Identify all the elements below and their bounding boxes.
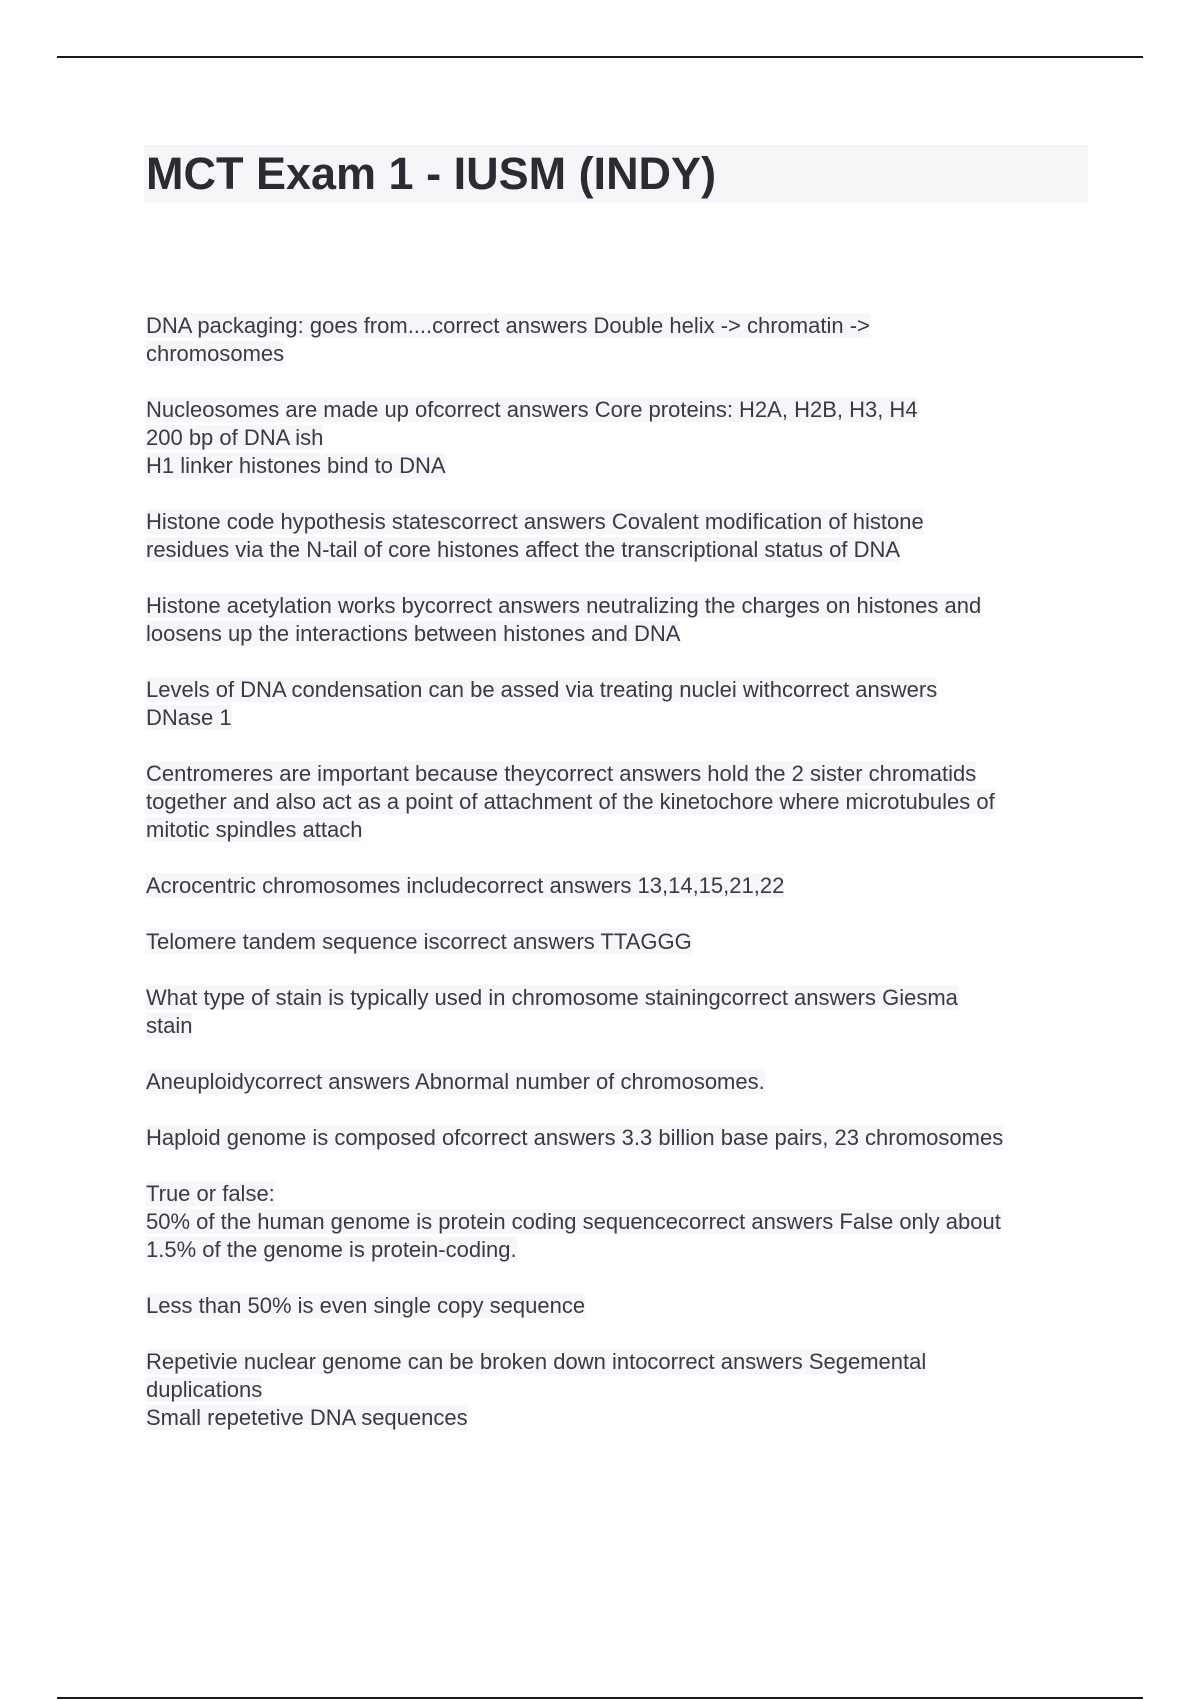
qa-entry-text: 1.5% of the genome is protein-coding. [146,1237,517,1262]
qa-entry-text: mitotic spindles attach [146,817,363,842]
qa-entry-text: Acrocentric chromosomes includecorrect answers 13,14,15,21,22 [146,873,785,898]
qa-entry-line [146,676,1096,704]
qa-entry-line [146,396,1096,424]
qa-entry-line [146,312,1096,340]
qa-entry-text: What type of stain is typically used in chromosome stainingcorrect answers Giesma [146,985,958,1010]
qa-entry-line [146,760,1096,788]
qa-entry-line [146,452,1096,480]
qa-entry-text: Haploid genome is composed ofcorrect answers 3.3 billion base pairs, 23 chromosomes [146,1125,1004,1150]
qa-entry-text: Centromeres are important because theycorrect answers hold the 2 sister chromatids [146,761,977,786]
qa-entry-text: True or false: [146,1181,275,1206]
qa-entry-line [146,508,1096,536]
qa-entry [146,508,1096,564]
qa-entry [146,676,1096,732]
qa-entry [146,984,1096,1040]
qa-entry-line [146,704,1096,732]
qa-entry [146,1292,1096,1320]
qa-entry [146,396,1096,480]
qa-entry-line [146,340,1096,368]
qa-entry-text: Histone code hypothesis statescorrect answers Covalent modification of histone [146,509,924,534]
qa-entry [146,1068,1096,1096]
qa-entry-line [146,1404,1096,1432]
qa-entry [146,760,1096,844]
qa-entry-line [146,816,1096,844]
qa-entry-text: chromosomes [146,341,285,366]
qa-entry-line [146,984,1096,1012]
qa-entry-line [146,1348,1096,1376]
qa-entry-line [146,620,1096,648]
qa-entry-line [146,592,1096,620]
qa-entry-line [146,536,1096,564]
qa-entry [146,1180,1096,1264]
qa-entry-line [146,1124,1096,1152]
qa-entry-text: Nucleosomes are made up ofcorrect answers Core proteins: H2A, H2B, H3, H4 [146,397,918,422]
qa-entry-text: duplications [146,1377,263,1402]
qa-entry [146,872,1096,900]
qa-entry-line [146,1376,1096,1404]
qa-entry-text: DNase 1 [146,705,232,730]
qa-entry-text: 50% of the human genome is protein coding sequencecorrect answers False only about [146,1209,1001,1234]
qa-entry-line [146,1236,1096,1264]
qa-entry-line [146,1208,1096,1236]
qa-entry-text: residues via the N-tail of core histones affect the transcriptional status of DNA [146,537,901,562]
top-rule [57,56,1143,58]
qa-entry-text: DNA packaging: goes from....correct answers Double helix -> chromatin -> [146,313,870,338]
title-block [144,145,1088,203]
document-body [146,312,1096,1460]
qa-entry-line [146,424,1096,452]
qa-entry [146,928,1096,956]
qa-entry-line [146,872,1096,900]
qa-entry-text: 200 bp of DNA ish [146,425,324,450]
qa-entry-text: loosens up the interactions between histones and DNA [146,621,681,646]
qa-entry [146,592,1096,648]
qa-entry-line [146,928,1096,956]
qa-entry-line [146,788,1096,816]
qa-entry-text: together and also act as a point of attachment of the kinetochore where microtubules of [146,789,995,814]
qa-entry-text: Aneuploidycorrect answers Abnormal number of chromosomes. [146,1069,765,1094]
qa-entry-line [146,1068,1096,1096]
qa-entry-line [146,1292,1096,1320]
qa-entry-text: H1 linker histones bind to DNA [146,453,446,478]
qa-entry [146,1348,1096,1432]
qa-entry-line [146,1180,1096,1208]
qa-entry-text: stain [146,1013,193,1038]
qa-entry-text: Less than 50% is even single copy sequence [146,1293,586,1318]
qa-entry-text: Small repetetive DNA sequences [146,1405,468,1430]
qa-entry-line [146,1012,1096,1040]
qa-entry-text: Histone acetylation works bycorrect answers neutralizing the charges on histones and [146,593,982,618]
qa-entry-text: Telomere tandem sequence iscorrect answers TTAGGG [146,929,692,954]
qa-entry [146,312,1096,368]
qa-entry [146,1124,1096,1152]
bottom-rule [57,1697,1143,1699]
document-title: MCT Exam 1 - IUSM (INDY) [146,148,717,199]
qa-entry-text: Repetivie nuclear genome can be broken down intocorrect answers Segemental [146,1349,927,1374]
qa-entry-text: Levels of DNA condensation can be assed via treating nuclei withcorrect answers [146,677,938,702]
